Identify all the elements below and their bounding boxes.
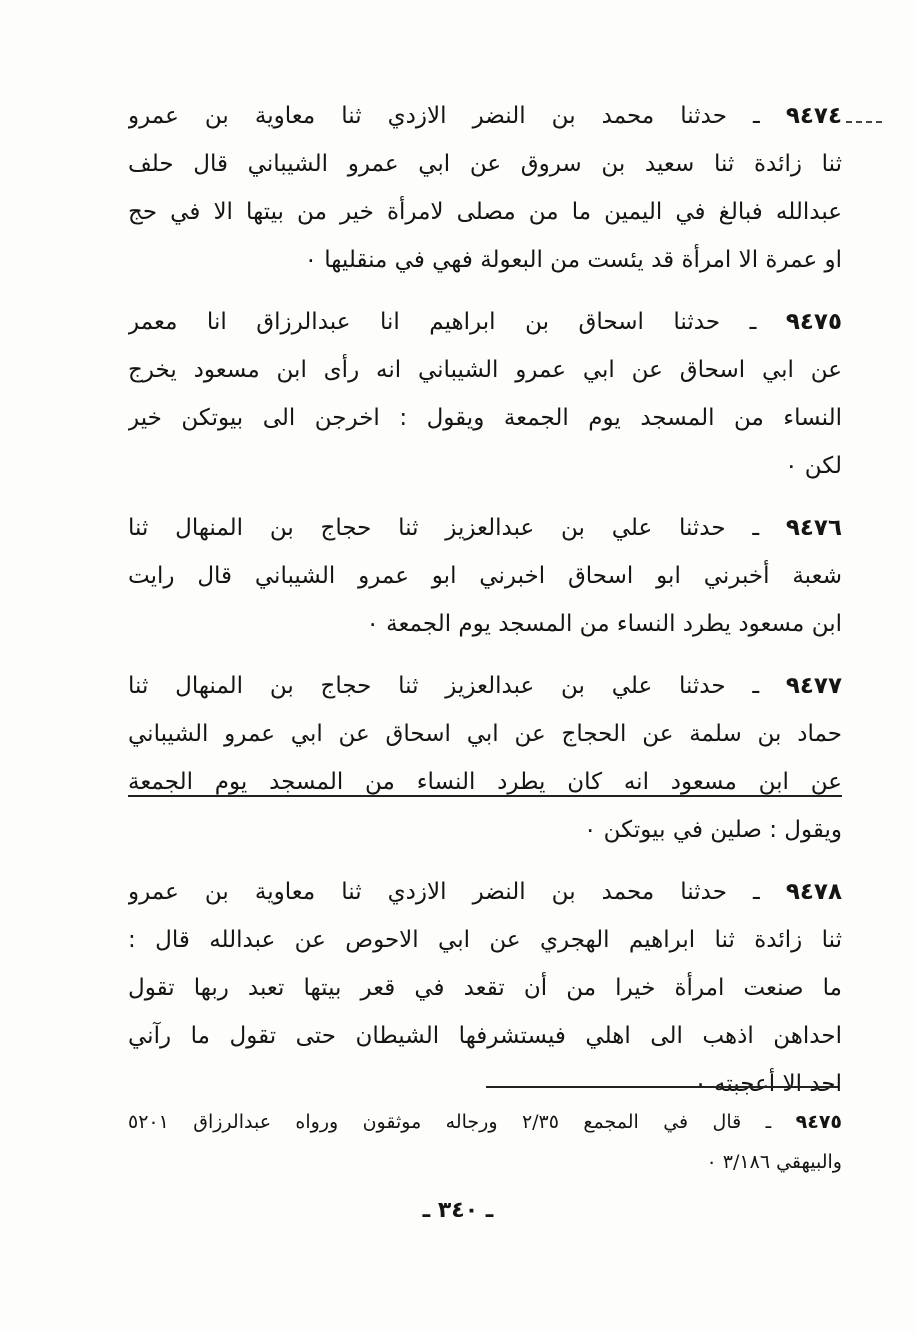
line-text: ـ حدثنا اسحاق بن ابراهيم انا عبدالرزاق انا معمر bbox=[128, 309, 757, 335]
text-line bbox=[128, 92, 842, 140]
line-text: ـ حدثنا محمد بن النضر الازدي ثنا معاوية بن عمرو bbox=[128, 103, 760, 129]
hadith-9475 bbox=[128, 298, 842, 490]
text-line: او عمرة الا امرأة قد يئست من البعولة فهي في منقليها ٠ bbox=[304, 247, 842, 273]
hadith-number: ٩٤٧٦ bbox=[785, 515, 842, 541]
top-margin-dash bbox=[846, 121, 882, 123]
text-line: عبدالله فبالغ في اليمين ما من مصلى لامرأة خير من بيتها الا في حج bbox=[128, 199, 842, 225]
hadith-body bbox=[128, 92, 842, 1122]
hadith-9478 bbox=[128, 868, 842, 1108]
text-line bbox=[128, 662, 842, 710]
text-line: ما صنعت امرأة خيرا من أن تقعد في قعر بيتها تعبد ربها تقول bbox=[128, 975, 842, 1001]
text-line: ابن مسعود يطرد النساء من المسجد يوم الجمعة ٠ bbox=[366, 611, 842, 637]
hadith-9476 bbox=[128, 504, 842, 648]
footnote bbox=[128, 1102, 842, 1182]
text-line: النساء من المسجد يوم الجمعة ويقول : اخرجن الى بيوتكن خير bbox=[128, 405, 842, 431]
hadith-number: ٩٤٧٤ bbox=[785, 103, 842, 129]
line-text: ـ حدثنا علي بن عبدالعزيز ثنا حجاج بن المنهال ثنا bbox=[128, 515, 760, 541]
text-line: ويقول : صلين في بيوتكن ٠ bbox=[584, 817, 842, 843]
hadith-number: ٩٤٧٥ bbox=[785, 309, 842, 335]
footnote-divider bbox=[486, 1086, 838, 1088]
footnote-text: ـ قال في المجمع ٢/٣٥ ورجاله موثقون ورواه عبدالرزاق ٥٢٠١ bbox=[128, 1111, 772, 1133]
footnote-line bbox=[128, 1102, 842, 1142]
hadith-9477 bbox=[128, 662, 842, 854]
footnote-line: والبيهقي ٣/١٨٦ ٠ bbox=[706, 1151, 842, 1173]
text-line: احداهن اذهب الى اهلي فيستشرفها الشيطان حتى تقول ما رآني bbox=[128, 1023, 842, 1049]
text-line: حماد بن سلمة عن الحجاج عن ابي اسحاق عن ابي عمرو الشيباني bbox=[128, 721, 842, 747]
hadith-number: ٩٤٧٧ bbox=[785, 673, 842, 699]
text-line: شعبة أخبرني ابو اسحاق اخبرني ابو عمرو الشيباني قال رايت bbox=[128, 563, 842, 589]
text-line bbox=[128, 298, 842, 346]
page-number: ـ ٣٤٠ ـ bbox=[422, 1198, 494, 1223]
underlined-text: عن ابن مسعود انه كان يطرد النساء من المسجد يوم الجمعة bbox=[128, 769, 842, 795]
line-text: ـ حدثنا محمد بن النضر الازدي ثنا معاوية بن عمرو bbox=[128, 879, 760, 905]
text-line: ثنا زائدة ثنا سعيد بن سروق عن ابي عمرو الشيباني قال حلف bbox=[128, 151, 842, 177]
line-text: ـ حدثنا علي بن عبدالعزيز ثنا حجاج بن المنهال ثنا bbox=[128, 673, 760, 699]
hadith-number: ٩٤٧٨ bbox=[785, 879, 842, 905]
hadith-9474 bbox=[128, 92, 842, 284]
text-line: احد الا أعجبته ٠ bbox=[694, 1071, 842, 1097]
text-line: عن ابي اسحاق عن ابي عمرو الشيباني انه رأى ابن مسعود يخرج bbox=[128, 357, 842, 383]
footnote-number: ٩٤٧٥ bbox=[795, 1111, 842, 1133]
text-line bbox=[128, 868, 842, 916]
text-line: ثنا زائدة ثنا ابراهيم الهجري عن ابي الاحوص عن عبدالله قال : bbox=[128, 927, 842, 953]
text-line bbox=[128, 758, 842, 806]
text-line: لكن ٠ bbox=[785, 453, 842, 479]
text-line bbox=[128, 504, 842, 552]
